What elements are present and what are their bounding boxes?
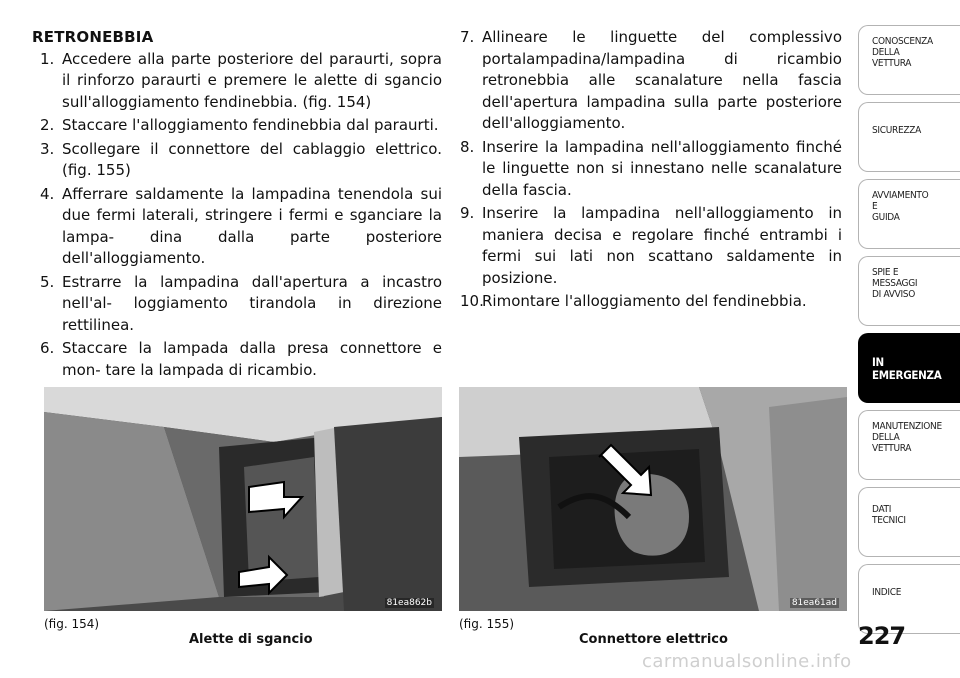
tab-line: SPIE E — [872, 267, 899, 278]
tab-line: CONOSCENZA — [872, 36, 933, 47]
tab-line: DELLA — [872, 47, 900, 58]
step-number: 9. — [460, 204, 475, 222]
step-number: 3. — [40, 139, 55, 158]
figure-caption: Connettore elettrico — [579, 632, 728, 647]
tab-line: IN — [872, 355, 884, 369]
step-item — [452, 203, 842, 289]
sidebar-tab-conoscenza[interactable] — [858, 25, 960, 95]
sidebar-tab-emergenza[interactable] — [858, 333, 960, 403]
tab-line: VETTURA — [872, 58, 912, 69]
tab-line: EMERGENZA — [872, 367, 942, 382]
step-text: Scollegare il connettore del cablaggio elettrico. (fig. 155) — [62, 139, 442, 179]
steps-list-right — [452, 27, 842, 313]
step-item — [32, 272, 442, 337]
step-text: Staccare l'alloggiamento fendinebbia dal paraurti. — [62, 116, 439, 134]
step-number: 7. — [460, 28, 475, 46]
step-number: 5. — [40, 272, 55, 291]
figure-caption: Alette di sgancio — [189, 632, 313, 647]
page-number: 227 — [858, 622, 906, 650]
step-number: 6. — [40, 339, 55, 357]
tab-line: SICUREZZA — [872, 125, 921, 136]
fog-lamp-housing-illustration — [44, 387, 442, 611]
step-number: 8. — [460, 137, 475, 156]
watermark: carmanualsonline.info — [642, 651, 852, 672]
tab-line: DI AVVISO — [872, 289, 915, 300]
step-text: Estrarre la lampadina dall'apertura a incastro nell'al- loggiamento tirandola in direzione rettilinea. — [62, 272, 442, 334]
figure-154-image — [44, 387, 442, 611]
step-number: 2. — [40, 116, 55, 134]
figure-155-image — [459, 387, 847, 611]
step-text: Rimontare l'alloggiamento del fendinebbia. — [482, 292, 807, 310]
figure-reference: (fig. 154) — [44, 617, 100, 631]
sidebar-tab-dati-tecnici[interactable] — [858, 487, 960, 557]
step-item — [452, 291, 842, 313]
tab-line: GUIDA — [872, 212, 900, 223]
connector-illustration — [459, 387, 847, 611]
sidebar-tab-manutenzione[interactable] — [858, 410, 960, 480]
step-number: 4. — [40, 184, 55, 203]
step-text: Inserire la lampadina nell'alloggiamento finché le linguette non si innestano nelle scanalature della fascia. — [482, 137, 842, 199]
figure-code: 81ea61ad — [791, 598, 837, 608]
sidebar-tab-spie[interactable] — [858, 256, 960, 326]
step-text: Allineare le linguette del complessivo portalampadina/lampadina di ricambio retronebbia alle scanalature nella fascia dell'apertura lampadina sulla parte posteriore dell'alloggiamento. — [482, 28, 842, 132]
step-item — [32, 115, 442, 137]
tab-line: TECNICI — [872, 515, 906, 526]
steps-list-left — [32, 49, 442, 382]
tab-line: DATI — [872, 504, 892, 515]
tab-line: DELLA — [872, 432, 900, 443]
step-text: Inserire la lampadina nell'alloggiamento in maniera decisa e regolare finché entrambi i fermi sui lati non scattano saldamente in posizione. — [482, 204, 842, 287]
step-item — [32, 49, 442, 114]
step-text: Accedere alla parte posteriore del paraurti, sopra il rinforzo paraurti e premere le alette di sgancio sull'alloggiamento fendinebbia. (fig. 154) — [62, 49, 442, 111]
figure-code: 81ea862b — [386, 598, 432, 608]
step-item — [452, 27, 842, 135]
left-column — [32, 0, 442, 383]
sidebar-tab-avviamento[interactable] — [858, 179, 960, 249]
tab-line: MESSAGGI — [872, 278, 918, 289]
tab-line: AVVIAMENTO — [872, 190, 929, 201]
chapter-sidebar — [858, 25, 960, 641]
tab-line: E — [872, 201, 878, 212]
step-text: Staccare la lampada dalla presa connettore e mon- tare la lampada di ricambio. — [62, 339, 442, 379]
step-item — [32, 139, 442, 182]
sidebar-tab-sicurezza[interactable] — [858, 102, 960, 172]
figure-reference: (fig. 155) — [459, 617, 515, 631]
step-text: Afferrare saldamente la lampadina tenendola sui due fermi laterali, stringere i fermi e sganciare la lampa- dina dalla parte posteriore dell'alloggiamento. — [62, 184, 442, 267]
step-item — [32, 184, 442, 270]
section-title: RETRONEBBIA — [32, 28, 154, 46]
step-item — [452, 137, 842, 202]
right-column — [452, 0, 842, 315]
step-item — [32, 338, 442, 381]
step-number: 1. — [40, 49, 55, 68]
tab-line: MANUTENZIONE — [872, 421, 942, 432]
step-number: 10. — [460, 292, 484, 310]
tab-line: VETTURA — [872, 443, 912, 454]
tab-line: INDICE — [872, 587, 902, 598]
